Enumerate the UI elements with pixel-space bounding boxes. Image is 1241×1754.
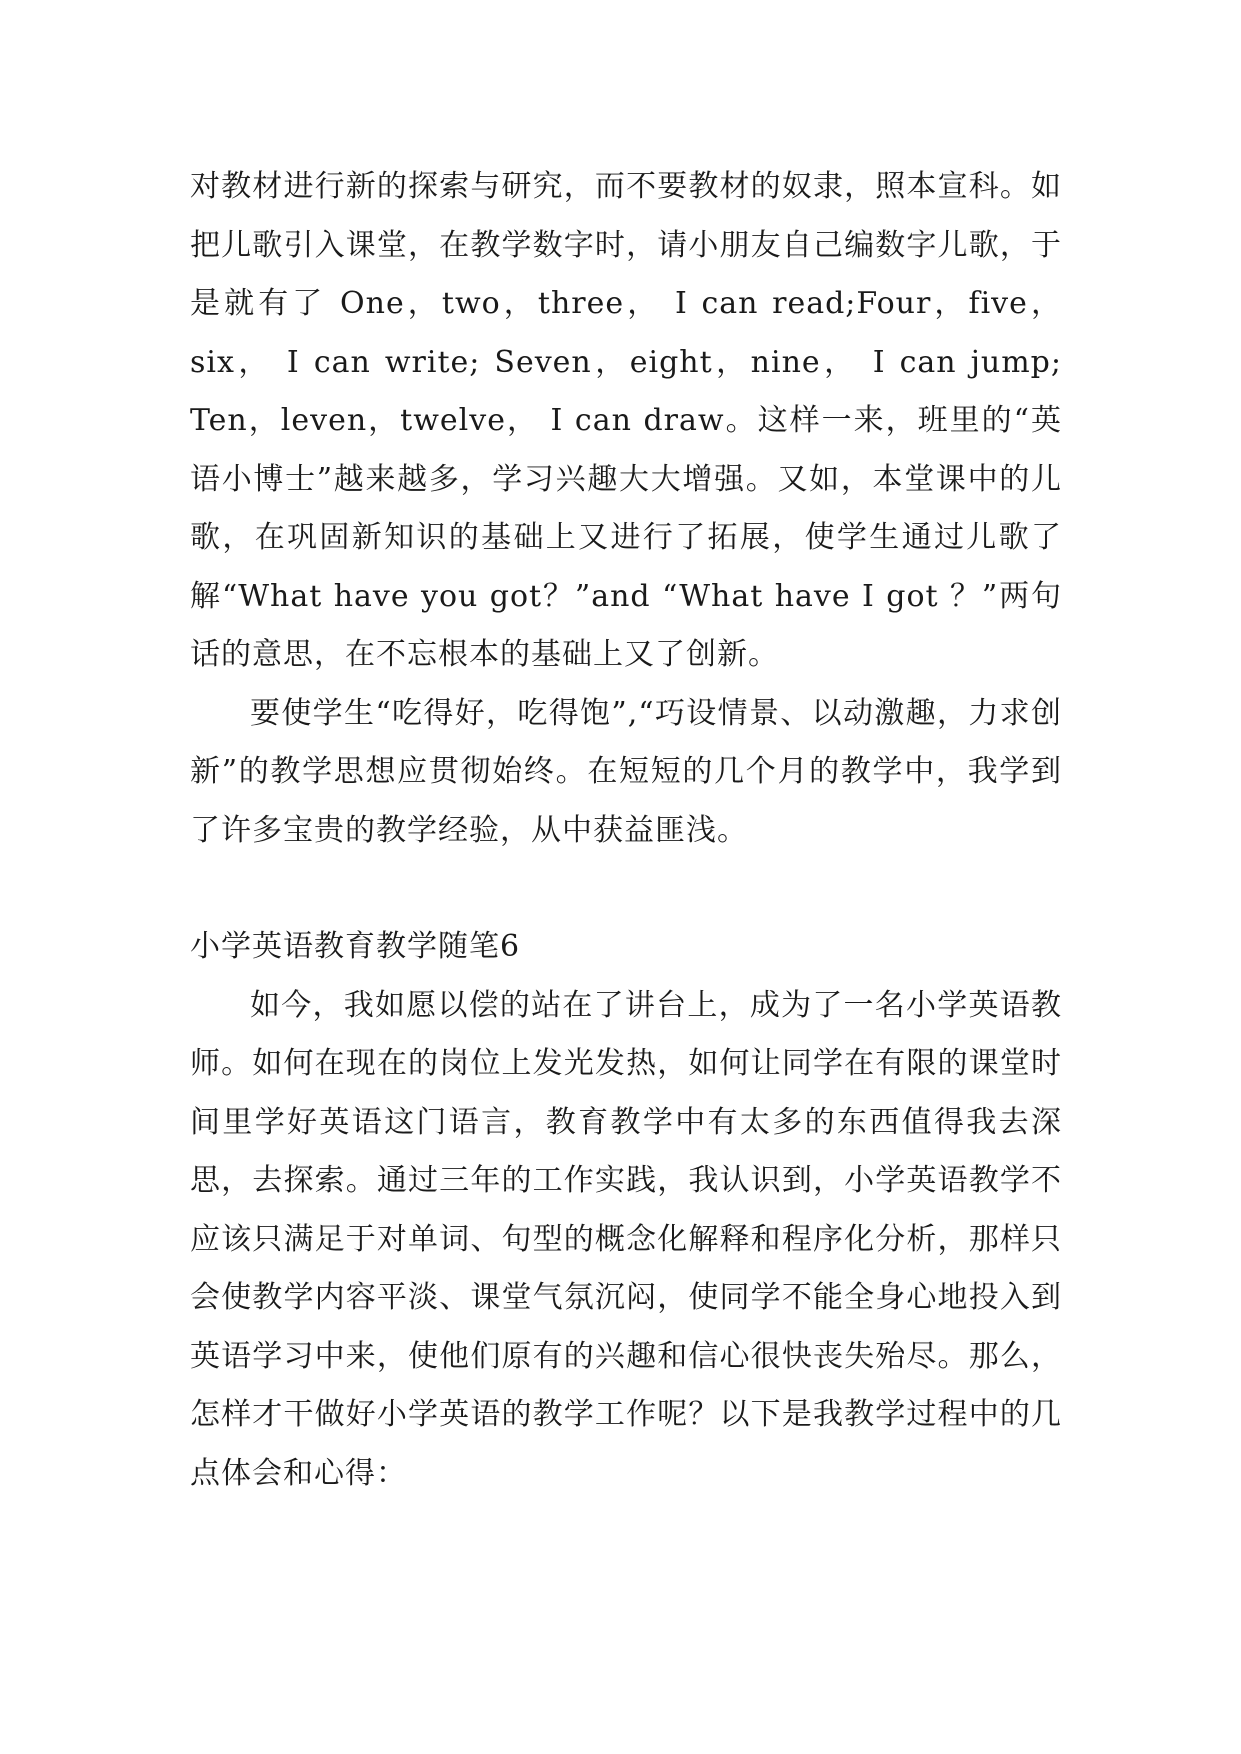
document-page xyxy=(190,158,1062,1503)
paragraph-teaching-thought: 要使学生“吃得好，吃得饱”,“巧设情景、以动激趣，力求创新”的教学思想应贯彻始终。在短短的几个月的教学中，我学到了许多宝贵的教学经验，从中获益匪浅。 xyxy=(190,695,1062,848)
section-spacer xyxy=(190,860,1062,918)
paragraph-intro: 如今，我如愿以偿的站在了讲台上，成为了一名小学英语教师。如何在现在的岗位上发光发热，如何让同学在有限的课堂时间里学好英语这门语言，教育教学中有太多的东西值得我去深思，去探索。通过三年的工作实践，我认识到，小学英语教学不应该只满足于对单词、句型的概念化解释和程序化分析，那样只会使教学内容平淡、课堂气氛沉闷，使同学不能全身心地投入到英语学习中来，使他们原有的兴趣和信心很快丧失殆尽。那么，怎样才干做好小学英语的教学工作呢？以下是我教学过程中的几点体会和心得： xyxy=(190,987,1062,1491)
paragraph-continued: 对教材进行新的探索与研究，而不要教材的奴隶，照本宣科。如把儿歌引入课堂，在教学数字时，请小朋友自己编数字儿歌，于是就有了 One，two，three， I can read;Four，five，six， I can write; Seven，eight，nine， I can jump; Ten，leven，twelve， I can draw。这样一来，班里的“英语小博士”越来越多，学习兴趣大大增强。又如，本堂课中的儿歌，在巩固新知识的基础上又进行了拓展，使学生通过儿歌了解“What have you got？”and “What have I got ？”两句话的意思，在不忘根本的基础上又了创新。 xyxy=(190,169,1062,672)
section-heading: 小学英语教育教学随笔6 xyxy=(190,929,521,964)
